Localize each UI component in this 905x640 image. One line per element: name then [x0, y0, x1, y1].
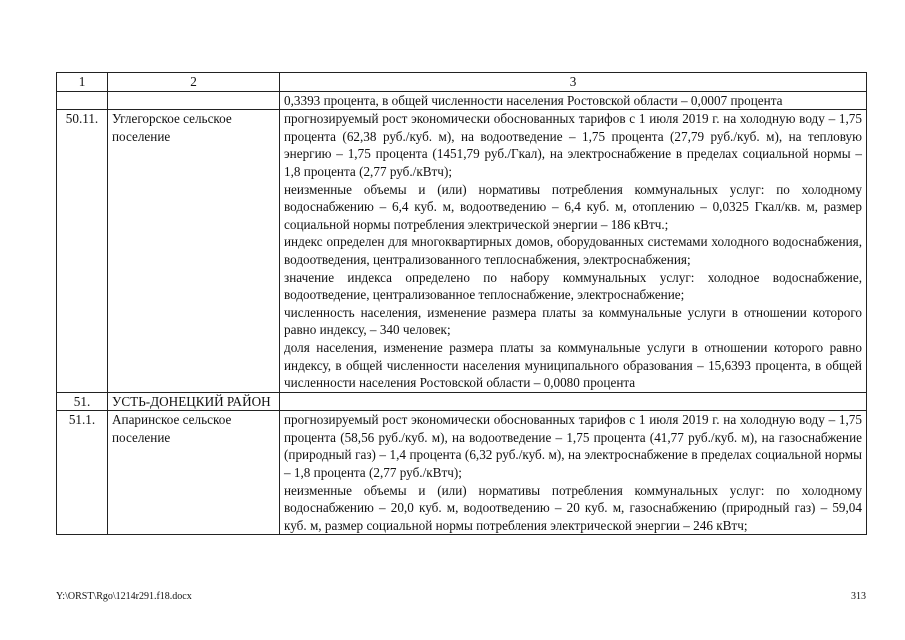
row-text: [280, 411, 867, 535]
row-number: 50.11.: [57, 110, 108, 393]
header-col-1: 1: [57, 73, 108, 92]
paragraph: прогнозируемый рост экономически обоснованных тарифов с 1 июля 2019 г. на холодную воду – 1,75 процента (58,56 руб./куб. м), на водоотведение – 1,75 процента (41,77 руб./куб. м), на газоснабжение (природный газ) – 1,4 процента (6,32 руб./куб. м), на электроснабжение в пределах социальной нормы – 1,8 процента (2,77 руб./кВтч);: [284, 412, 862, 481]
table-row: [57, 392, 867, 411]
paragraph: индекс определен для многоквартирных домов, оборудованных системами холодного водоснабжения, водоотведения, централизованного теплоснабжения, электроснабжения;: [284, 234, 862, 267]
row-number: 51.: [57, 392, 108, 411]
row-number: 51.1.: [57, 411, 108, 535]
paragraph: численность населения, изменение размера платы за коммунальные услуги в отношении которого равно индексу, – 340 человек;: [284, 304, 862, 338]
tariff-table: [56, 72, 867, 535]
paragraph: неизменные объемы и (или) нормативы потребления коммунальных услуг: по холодному водоснабжению – 20,0 куб. м, водоотведению – 20 куб. м, газоснабжению (природный газ) – 59,04 куб. м, размер социальной нормы потребления электрической энергии – 246 кВтч;: [284, 482, 862, 533]
row-name: Апаринское сельское поселение: [108, 411, 280, 535]
row-name: УСТЬ-ДОНЕЦКИЙ РАЙОН: [108, 392, 280, 411]
row-text: [280, 91, 867, 110]
page-number: 313: [851, 591, 866, 602]
paragraph: доля населения, изменение размера платы за коммунальные услуги в отношении которого равно индексу, в общей численности населения муниципального образования – 15,6393 процента, в общей численности населения Ростовской области – 0,0080 процента: [284, 339, 862, 391]
paragraph: прогнозируемый рост экономически обоснованных тарифов с 1 июля 2019 г. на холодную воду – 1,75 процента (62,38 руб./куб. м), на водоотведение – 1,75 процента (27,79 руб./куб. м), на тепловую энергию – 1,75 процента (1451,79 руб./Гкал), на электроснабжение в пределах социальной нормы – 1,8 процента (2,77 руб./кВтч);: [284, 111, 862, 179]
row-number: [57, 91, 108, 110]
row-text: [280, 392, 867, 411]
paragraph: значение индекса определено по набору коммунальных услуг: холодное водоснабжение, водоотведение, централизованное теплоснабжение, электроснабжение;: [284, 269, 862, 303]
paragraph: 0,3393 процента, в общей численности населения Ростовской области – 0,0007 процента: [284, 92, 783, 108]
table-header-row: [57, 73, 867, 92]
row-name: [108, 91, 280, 110]
table-row: [57, 110, 867, 393]
row-text: [280, 110, 867, 393]
paragraph: неизменные объемы и (или) нормативы потребления коммунальных услуг: по холодному водоснабжению – 6,4 куб. м, водоотведению – 6,4 куб. м, отоплению – 0,0325 Гкал/кв. м, размер социальной нормы потребления электрической энергии – 186 кВтч.;: [284, 181, 862, 232]
table-row: [57, 411, 867, 535]
table-row: [57, 91, 867, 110]
file-path: Y:\ORST\Rgo\1214r291.f18.docx: [56, 591, 192, 602]
header-col-3: 3: [280, 73, 867, 92]
header-col-2: 2: [108, 73, 280, 92]
row-name: Углегорское сельское поселение: [108, 110, 280, 393]
